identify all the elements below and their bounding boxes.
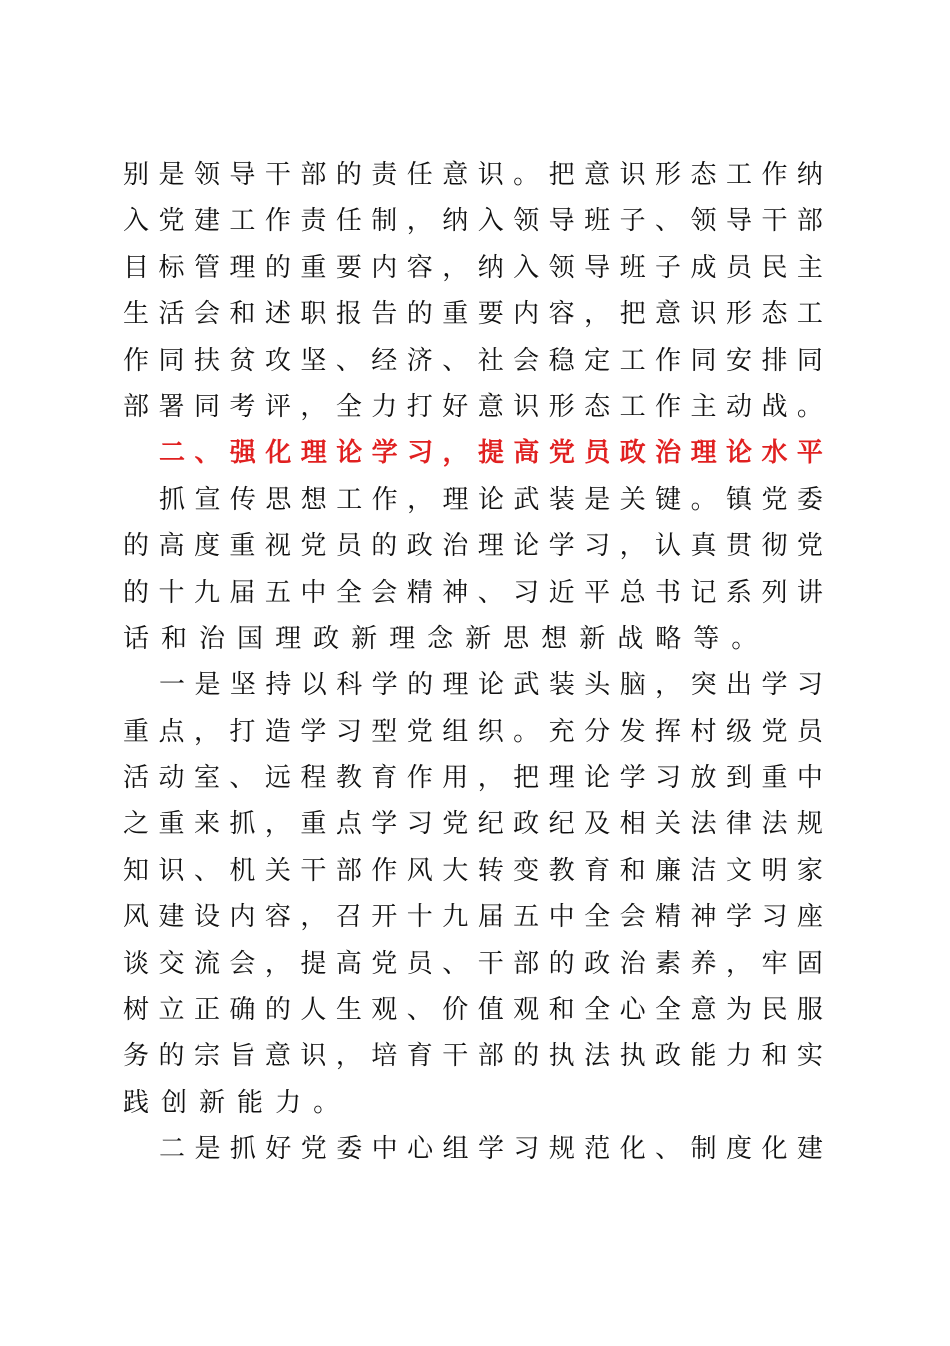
text-line: 目 标 管 理 的 重 要 内 容 ， 纳 入 领 导 班 子 成 员 民 主 bbox=[123, 252, 823, 283]
text-line: 部 署 同 考 评 ， 全 力 打 好 意 识 形 态 工 作 主 动 战 。 bbox=[123, 391, 823, 422]
text-line: 知 识 、 机 关 干 部 作 风 大 转 变 教 育 和 廉 洁 文 明 家 bbox=[123, 855, 823, 886]
text-line: 树 立 正 确 的 人 生 观 、 价 值 观 和 全 心 全 意 为 民 服 bbox=[123, 995, 823, 1026]
text-line: 风 建 设 内 容 ， 召 开 十 九 届 五 中 全 会 精 神 学 习 座 bbox=[123, 902, 823, 933]
text-line: 重 点 ， 打 造 学 习 型 党 组 织 。 充 分 发 挥 村 级 党 员 bbox=[123, 716, 823, 747]
text-line: 的 十 九 届 五 中 全 会 精 神 、 习 近 平 总 书 记 系 列 讲 bbox=[123, 577, 823, 608]
text-line: 入 党 建 工 作 责 任 制 ， 纳 入 领 导 班 子 、 领 导 干 部 bbox=[123, 206, 823, 237]
text-line: 话 和 治 国 理 政 新 理 念 新 思 想 新 战 略 等 。 bbox=[123, 623, 770, 654]
text-line: 的 高 度 重 视 党 员 的 政 治 理 论 学 习 ， 认 真 贯 彻 党 bbox=[123, 531, 823, 562]
text-line: 生 活 会 和 述 职 报 告 的 重 要 内 容 ， 把 意 识 形 态 工 bbox=[123, 299, 823, 330]
text-line: 践 创 新 能 力 。 bbox=[123, 1087, 352, 1118]
section-heading: 二 、 强 化 理 论 学 习 ， 提 高 党 员 政 治 理 论 水 平 bbox=[159, 438, 823, 469]
text-line: 二 是 抓 好 党 委 中 心 组 学 习 规 范 化 、 制 度 化 建 bbox=[159, 1134, 823, 1165]
text-line: 一 是 坚 持 以 科 学 的 理 论 武 装 头 脑 ， 突 出 学 习 bbox=[159, 670, 823, 701]
text-line: 抓 宣 传 思 想 工 作 ， 理 论 武 装 是 关 键 。 镇 党 委 bbox=[159, 484, 823, 515]
text-line: 活 动 室 、 远 程 教 育 作 用 ， 把 理 论 学 习 放 到 重 中 bbox=[123, 763, 823, 794]
text-line: 谈 交 流 会 ， 提 高 党 员 、 干 部 的 政 治 素 养 ， 牢 固 bbox=[123, 948, 823, 979]
text-line: 务 的 宗 旨 意 识 ， 培 育 干 部 的 执 法 执 政 能 力 和 实 bbox=[123, 1041, 823, 1072]
document-body bbox=[123, 152, 823, 1173]
text-line: 作 同 扶 贫 攻 坚 、 经 济 、 社 会 稳 定 工 作 同 安 排 同 bbox=[123, 345, 823, 376]
text-line: 之 重 来 抓 ， 重 点 学 习 党 纪 政 纪 及 相 关 法 律 法 规 bbox=[123, 809, 823, 840]
text-line: 别 是 领 导 干 部 的 责 任 意 识 。 把 意 识 形 态 工 作 纳 bbox=[123, 160, 823, 190]
